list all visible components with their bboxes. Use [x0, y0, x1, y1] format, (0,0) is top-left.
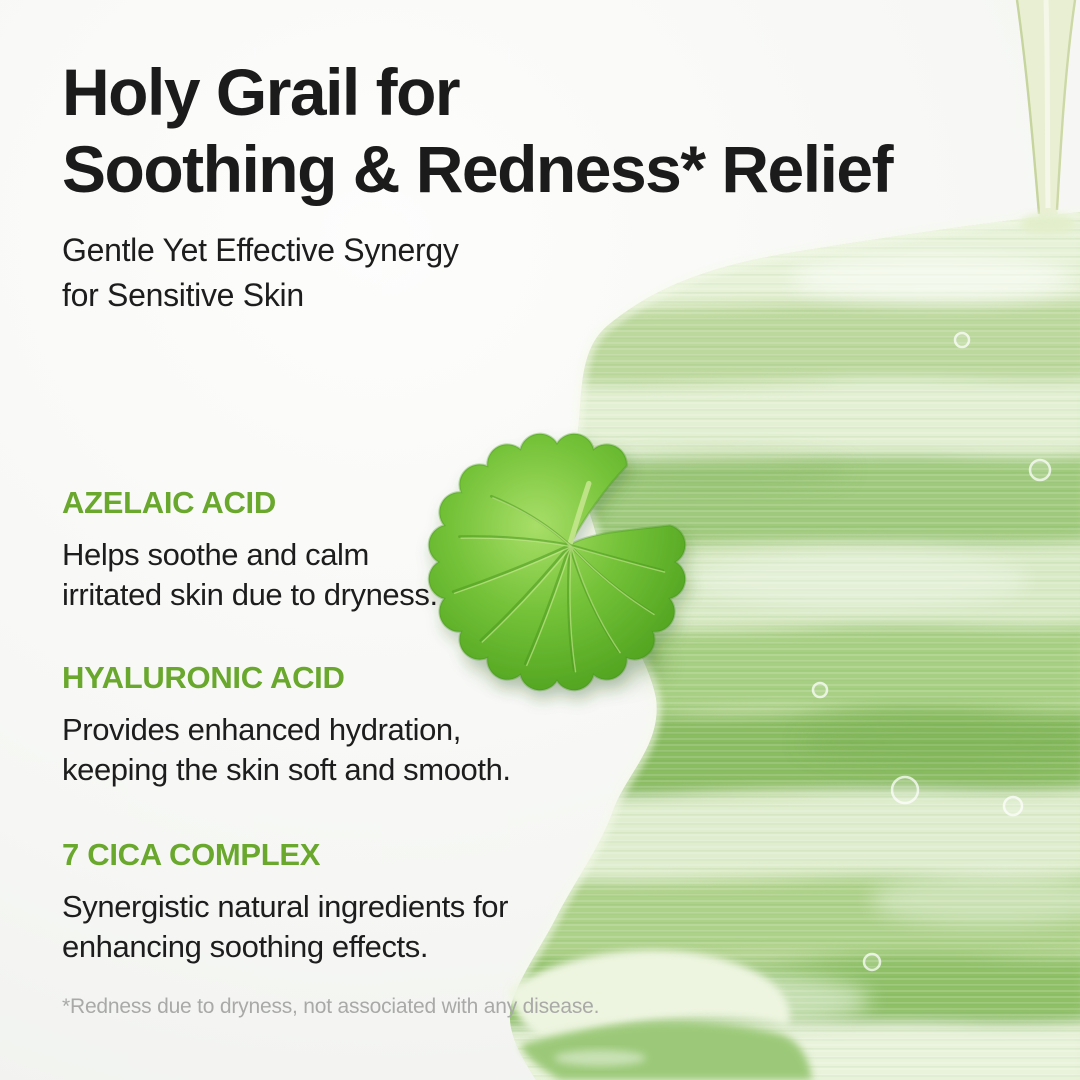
ingredient-description: [62, 710, 511, 790]
ingredient-section-hyaluronic-acid: [62, 661, 511, 790]
ingredient-description-line2: irritated skin due to dryness.: [62, 577, 438, 612]
ingredient-description-line1: Provides enhanced hydration,: [62, 712, 461, 747]
page-title-line2: Soothing & Redness* Relief: [62, 132, 893, 206]
ingredient-description-line2: enhancing soothing effects.: [62, 929, 429, 964]
ingredient-heading: 7 CICA COMPLEX: [62, 837, 321, 872]
disclaimer-footnote: *Redness due to dryness, not associated with any disease.: [62, 995, 600, 1018]
ingredient-description-line1: Synergistic natural ingredients for: [62, 889, 509, 924]
ingredient-heading: AZELAIC ACID: [62, 485, 276, 520]
page-subtitle-line2: for Sensitive Skin: [62, 277, 304, 313]
ingredient-description: [62, 535, 438, 615]
page-title-line1: Holy Grail for: [62, 55, 460, 129]
ingredient-description-line2: keeping the skin soft and smooth.: [62, 752, 511, 787]
ingredient-heading: HYALURONIC ACID: [62, 660, 345, 695]
page-title: [62, 54, 892, 208]
ingredient-description-line1: Helps soothe and calm: [62, 537, 369, 572]
ingredient-section-cica-complex: [62, 838, 508, 967]
ingredient-description: [62, 887, 508, 967]
page-subtitle: [62, 228, 459, 318]
page-subtitle-line1: Gentle Yet Effective Synergy: [62, 232, 459, 268]
ingredient-section-azelaic-acid: [62, 486, 438, 615]
